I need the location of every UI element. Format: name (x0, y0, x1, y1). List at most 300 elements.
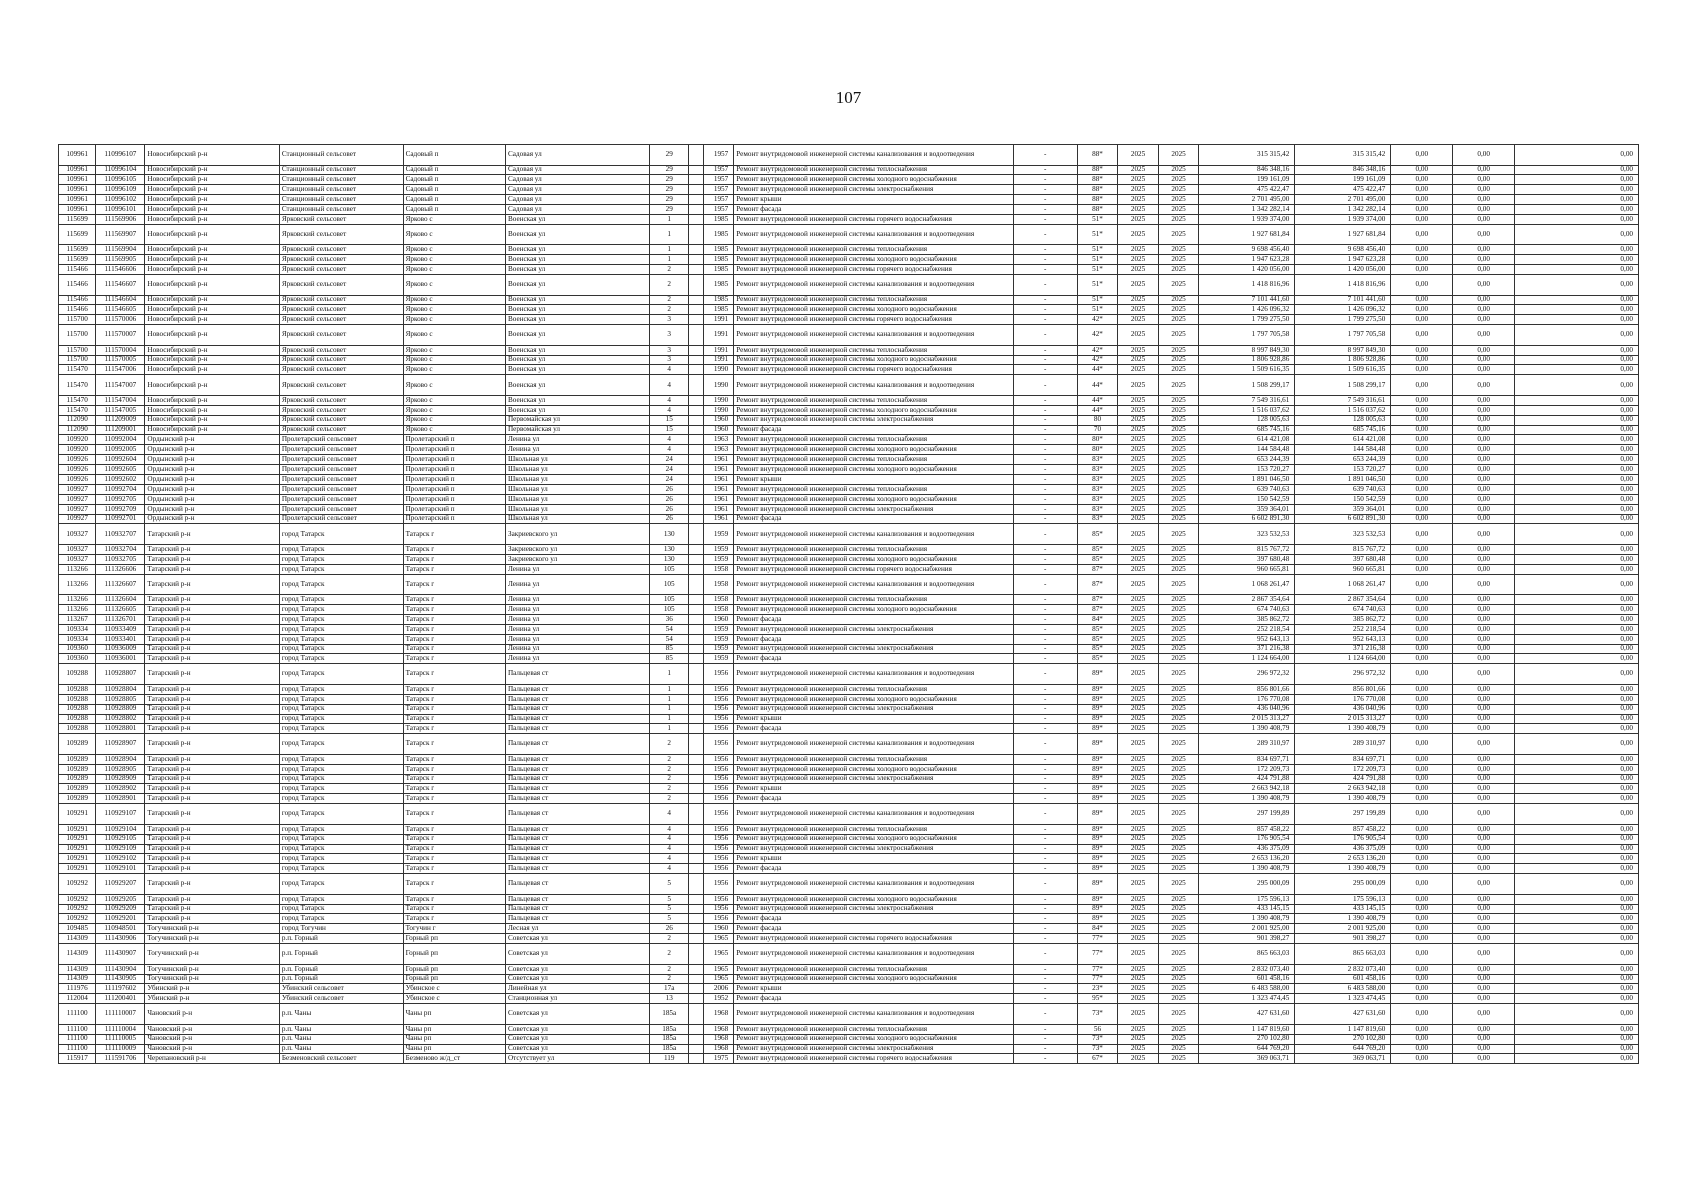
house-id-cell: 109288 (59, 664, 96, 685)
total-cost-cell: 639 740,63 (1199, 484, 1295, 494)
table-row (59, 395, 1639, 405)
end-year-cell: 2025 (1158, 295, 1199, 305)
house-id-cell: 109289 (59, 754, 96, 764)
municipality-cell: город Татарск (279, 784, 403, 794)
budget-cell-3: 0,00 (1515, 275, 1639, 296)
end-year-cell: 2025 (1158, 195, 1199, 205)
fund-cost-cell: 1 390 408,79 (1295, 914, 1391, 924)
district-cell: Новосибирский р-н (145, 365, 279, 375)
budget-cell-2: 0,00 (1453, 305, 1515, 315)
dash-cell: - (1013, 774, 1077, 784)
budget-cell-1: 0,00 (1391, 484, 1453, 494)
year-cell: 1956 (704, 704, 734, 714)
start-year-cell: 2025 (1118, 465, 1159, 475)
work-type-cell: Ремонт фасада (734, 654, 1014, 664)
house-number-cell: 85 (649, 644, 688, 654)
house-id-cell: 109927 (59, 514, 96, 524)
budget-cell-3: 0,00 (1515, 405, 1639, 415)
total-cost-cell: 1 390 408,79 (1199, 914, 1295, 924)
total-cost-cell: 952 643,13 (1199, 634, 1295, 644)
year-cell: 1952 (704, 994, 734, 1004)
building-cell (689, 644, 704, 654)
work-id-cell: 110928809 (96, 704, 145, 714)
work-type-cell: Ремонт внутридомовой инженерной системы теплоснабжения (734, 165, 1014, 175)
end-year-cell: 2025 (1158, 844, 1199, 854)
dash-cell: - (1013, 874, 1077, 895)
house-id-cell: 109291 (59, 844, 96, 854)
work-id-cell: 111570006 (96, 315, 145, 325)
table-row (59, 185, 1639, 195)
start-year-cell: 2025 (1118, 474, 1159, 484)
house-number-cell: 54 (649, 634, 688, 644)
work-type-cell: Ремонт внутридомовой инженерной системы канализования и водоотведения (734, 275, 1014, 296)
district-cell: Убинский р-н (145, 984, 279, 994)
table-row (59, 994, 1639, 1004)
budget-cell-1: 0,00 (1391, 1024, 1453, 1034)
total-cost-cell: 1 323 474,45 (1199, 994, 1295, 1004)
budget-cell-2: 0,00 (1453, 794, 1515, 804)
building-cell (689, 804, 704, 825)
table-row (59, 305, 1639, 315)
budget-cell-1: 0,00 (1391, 894, 1453, 904)
budget-cell-1: 0,00 (1391, 275, 1453, 296)
budget-cell-3: 0,00 (1515, 974, 1639, 984)
dash-cell: - (1013, 435, 1077, 445)
start-year-cell: 2025 (1118, 714, 1159, 724)
work-id-cell: 110996105 (96, 175, 145, 185)
dash-cell: - (1013, 455, 1077, 465)
house-id-cell: 109289 (59, 774, 96, 784)
settlement-cell: Ярково с (403, 405, 505, 415)
district-cell: Тогучинский р-н (145, 924, 279, 934)
fund-cost-cell: 2 701 495,00 (1295, 195, 1391, 205)
start-year-cell: 2025 (1118, 694, 1159, 704)
wear-cell: 83* (1077, 504, 1118, 514)
dash-cell: - (1013, 175, 1077, 185)
budget-cell-3: 0,00 (1515, 224, 1639, 245)
end-year-cell: 2025 (1158, 754, 1199, 764)
wear-cell: 89* (1077, 854, 1118, 864)
dash-cell: - (1013, 804, 1077, 825)
settlement-cell: Татарск г (403, 914, 505, 924)
total-cost-cell: 150 542,59 (1199, 494, 1295, 504)
street-cell: Пальцевая ст (505, 764, 649, 774)
table-row (59, 345, 1639, 355)
wear-cell: 85* (1077, 654, 1118, 664)
start-year-cell: 2025 (1118, 794, 1159, 804)
settlement-cell: Татарск г (403, 764, 505, 774)
district-cell: Новосибирский р-н (145, 265, 279, 275)
budget-cell-1: 0,00 (1391, 214, 1453, 224)
street-cell: Пальцевая ст (505, 904, 649, 914)
house-id-cell: 109927 (59, 504, 96, 514)
start-year-cell: 2025 (1118, 295, 1159, 305)
wear-cell: 56 (1077, 1024, 1118, 1034)
end-year-cell: 2025 (1158, 425, 1199, 435)
total-cost-cell: 1 947 623,28 (1199, 255, 1295, 265)
total-cost-cell: 1 939 374,00 (1199, 214, 1295, 224)
municipality-cell: Пролетарский сельсовет (279, 484, 403, 494)
wear-cell: 84* (1077, 924, 1118, 934)
year-cell: 1956 (704, 734, 734, 755)
house-number-cell: 26 (649, 924, 688, 934)
year-cell: 1961 (704, 465, 734, 475)
budget-cell-2: 0,00 (1453, 1034, 1515, 1044)
year-cell: 1956 (704, 824, 734, 834)
year-cell: 1990 (704, 365, 734, 375)
settlement-cell: Пролетарский п (403, 494, 505, 504)
table-row (59, 405, 1639, 415)
work-type-cell: Ремонт внутридомовой инженерной системы горячего водоснабжения (734, 564, 1014, 574)
total-cost-cell: 176 770,08 (1199, 694, 1295, 704)
wear-cell: 44* (1077, 395, 1118, 405)
building-cell (689, 395, 704, 405)
settlement-cell: Татарск г (403, 724, 505, 734)
building-cell (689, 435, 704, 445)
municipality-cell: город Татарск (279, 664, 403, 685)
budget-cell-2: 0,00 (1453, 694, 1515, 704)
fund-cost-cell: 2 832 073,40 (1295, 964, 1391, 974)
table-row (59, 734, 1639, 755)
table-row (59, 624, 1639, 634)
house-number-cell: 105 (649, 605, 688, 615)
house-id-cell: 109485 (59, 924, 96, 934)
total-cost-cell: 1 927 681,84 (1199, 224, 1295, 245)
year-cell: 1961 (704, 504, 734, 514)
district-cell: Ордынский р-н (145, 504, 279, 514)
budget-cell-2: 0,00 (1453, 435, 1515, 445)
dash-cell: - (1013, 734, 1077, 755)
house-id-cell: 112090 (59, 425, 96, 435)
work-id-cell: 111570007 (96, 325, 145, 346)
total-cost-cell: 385 862,72 (1199, 614, 1295, 624)
building-cell (689, 874, 704, 895)
start-year-cell: 2025 (1118, 445, 1159, 455)
house-id-cell: 115700 (59, 315, 96, 325)
municipality-cell: Ярковский сельсовет (279, 275, 403, 296)
table-row (59, 564, 1639, 574)
budget-cell-1: 0,00 (1391, 994, 1453, 1004)
total-cost-cell: 199 161,09 (1199, 175, 1295, 185)
house-number-cell: 185а (649, 1044, 688, 1054)
year-cell: 1968 (704, 1044, 734, 1054)
settlement-cell: Татарск г (403, 694, 505, 704)
municipality-cell: Пролетарский сельсовет (279, 455, 403, 465)
building-cell (689, 1054, 704, 1064)
wear-cell: 77* (1077, 934, 1118, 944)
year-cell: 1990 (704, 395, 734, 405)
house-id-cell: 115699 (59, 214, 96, 224)
budget-cell-2: 0,00 (1453, 824, 1515, 834)
house-number-cell: 24 (649, 455, 688, 465)
fund-cost-cell: 960 665,81 (1295, 564, 1391, 574)
building-cell (689, 564, 704, 574)
house-id-cell: 115699 (59, 224, 96, 245)
budget-cell-1: 0,00 (1391, 974, 1453, 984)
year-cell: 1968 (704, 1034, 734, 1044)
end-year-cell: 2025 (1158, 914, 1199, 924)
dash-cell: - (1013, 554, 1077, 564)
start-year-cell: 2025 (1118, 494, 1159, 504)
work-type-cell: Ремонт внутридомовой инженерной системы канализования и водоотведения (734, 804, 1014, 825)
total-cost-cell: 289 310,97 (1199, 734, 1295, 755)
district-cell: Татарский р-н (145, 914, 279, 924)
house-id-cell: 115699 (59, 245, 96, 255)
fund-cost-cell: 433 145,15 (1295, 904, 1391, 914)
settlement-cell: Ярково с (403, 415, 505, 425)
house-number-cell: 29 (649, 175, 688, 185)
end-year-cell: 2025 (1158, 315, 1199, 325)
budget-cell-2: 0,00 (1453, 185, 1515, 195)
building-cell (689, 864, 704, 874)
settlement-cell: Татарск г (403, 774, 505, 784)
table-row (59, 245, 1639, 255)
fund-cost-cell: 1 147 819,60 (1295, 1024, 1391, 1034)
work-id-cell: 111326607 (96, 574, 145, 595)
fund-cost-cell: 952 643,13 (1295, 634, 1391, 644)
year-cell: 1957 (704, 165, 734, 175)
work-id-cell: 110996109 (96, 185, 145, 195)
work-type-cell: Ремонт внутридомовой инженерной системы теплоснабжения (734, 684, 1014, 694)
municipality-cell: Пролетарский сельсовет (279, 514, 403, 524)
district-cell: Татарский р-н (145, 824, 279, 834)
building-cell (689, 165, 704, 175)
fund-cost-cell: 644 769,20 (1295, 1044, 1391, 1054)
work-type-cell: Ремонт внутридомовой инженерной системы теплоснабжения (734, 484, 1014, 494)
work-id-cell: 111547004 (96, 395, 145, 405)
municipality-cell: Ярковский сельсовет (279, 295, 403, 305)
work-id-cell: 111570005 (96, 355, 145, 365)
settlement-cell: Пролетарский п (403, 484, 505, 494)
street-cell: Военская ул (505, 275, 649, 296)
start-year-cell: 2025 (1118, 315, 1159, 325)
municipality-cell: Безменовский сельсовет (279, 1054, 403, 1064)
start-year-cell: 2025 (1118, 564, 1159, 574)
house-number-cell: 4 (649, 375, 688, 396)
fund-cost-cell: 295 000,09 (1295, 874, 1391, 895)
start-year-cell: 2025 (1118, 844, 1159, 854)
budget-cell-2: 0,00 (1453, 944, 1515, 965)
end-year-cell: 2025 (1158, 864, 1199, 874)
budget-cell-2: 0,00 (1453, 165, 1515, 175)
municipality-cell: Ярковский сельсовет (279, 255, 403, 265)
end-year-cell: 2025 (1158, 924, 1199, 934)
work-type-cell: Ремонт внутридомовой инженерной системы холодного водоснабжения (734, 494, 1014, 504)
municipality-cell: Ярковский сельсовет (279, 224, 403, 245)
table-row (59, 654, 1639, 664)
budget-cell-2: 0,00 (1453, 614, 1515, 624)
work-type-cell: Ремонт внутридомовой инженерной системы канализования и водоотведения (734, 1004, 1014, 1025)
budget-cell-3: 0,00 (1515, 355, 1639, 365)
budget-cell-3: 0,00 (1515, 1024, 1639, 1034)
wear-cell: 89* (1077, 734, 1118, 755)
budget-cell-3: 0,00 (1515, 824, 1639, 834)
dash-cell: - (1013, 654, 1077, 664)
work-type-cell: Ремонт фасада (734, 994, 1014, 1004)
building-cell (689, 834, 704, 844)
end-year-cell: 2025 (1158, 595, 1199, 605)
wear-cell: 85* (1077, 544, 1118, 554)
end-year-cell: 2025 (1158, 784, 1199, 794)
fund-cost-cell: 9 698 456,40 (1295, 245, 1391, 255)
budget-cell-3: 0,00 (1515, 854, 1639, 864)
total-cost-cell: 857 458,22 (1199, 824, 1295, 834)
wear-cell: 23* (1077, 984, 1118, 994)
table-row (59, 544, 1639, 554)
year-cell: 1959 (704, 634, 734, 644)
fund-cost-cell: 846 348,16 (1295, 165, 1391, 175)
wear-cell: 51* (1077, 265, 1118, 275)
district-cell: Чановский р-н (145, 1004, 279, 1025)
wear-cell: 44* (1077, 405, 1118, 415)
total-cost-cell: 1 420 056,00 (1199, 265, 1295, 275)
work-id-cell: 111326604 (96, 595, 145, 605)
settlement-cell: Татарск г (403, 554, 505, 564)
house-id-cell: 109292 (59, 874, 96, 895)
work-id-cell: 110936001 (96, 654, 145, 664)
street-cell: Советская ул (505, 944, 649, 965)
budget-cell-2: 0,00 (1453, 934, 1515, 944)
start-year-cell: 2025 (1118, 1044, 1159, 1054)
fund-cost-cell: 385 862,72 (1295, 614, 1391, 624)
table-row (59, 214, 1639, 224)
building-cell (689, 474, 704, 484)
dash-cell: - (1013, 764, 1077, 774)
house-id-cell: 109961 (59, 145, 96, 166)
total-cost-cell: 2 015 313,27 (1199, 714, 1295, 724)
fund-cost-cell: 1 806 928,86 (1295, 355, 1391, 365)
settlement-cell: Тогучин г (403, 924, 505, 934)
budget-cell-3: 0,00 (1515, 654, 1639, 664)
street-cell: Военская ул (505, 255, 649, 265)
budget-cell-3: 0,00 (1515, 904, 1639, 914)
dash-cell: - (1013, 465, 1077, 475)
start-year-cell: 2025 (1118, 894, 1159, 904)
dash-cell: - (1013, 984, 1077, 994)
year-cell: 1956 (704, 774, 734, 784)
house-number-cell: 2 (649, 305, 688, 315)
start-year-cell: 2025 (1118, 245, 1159, 255)
budget-cell-1: 0,00 (1391, 914, 1453, 924)
dash-cell: - (1013, 894, 1077, 904)
settlement-cell: Пролетарский п (403, 474, 505, 484)
municipality-cell: город Татарск (279, 844, 403, 854)
settlement-cell: Ярково с (403, 224, 505, 245)
building-cell (689, 1034, 704, 1044)
dash-cell: - (1013, 914, 1077, 924)
wear-cell: 89* (1077, 864, 1118, 874)
building-cell (689, 944, 704, 965)
work-id-cell: 110992704 (96, 484, 145, 494)
budget-cell-2: 0,00 (1453, 544, 1515, 554)
budget-cell-1: 0,00 (1391, 494, 1453, 504)
year-cell: 1965 (704, 934, 734, 944)
wear-cell: 89* (1077, 664, 1118, 685)
work-type-cell: Ремонт внутридомовой инженерной системы холодного водоснабжения (734, 255, 1014, 265)
start-year-cell: 2025 (1118, 644, 1159, 654)
house-id-cell: 114309 (59, 974, 96, 984)
fund-cost-cell: 289 310,97 (1295, 734, 1391, 755)
municipality-cell: город Татарск (279, 774, 403, 784)
building-cell (689, 605, 704, 615)
table-row (59, 844, 1639, 854)
budget-cell-3: 0,00 (1515, 784, 1639, 794)
work-type-cell: Ремонт фасада (734, 724, 1014, 734)
building-cell (689, 415, 704, 425)
budget-cell-1: 0,00 (1391, 774, 1453, 784)
wear-cell: 85* (1077, 554, 1118, 564)
wear-cell: 77* (1077, 974, 1118, 984)
dash-cell: - (1013, 834, 1077, 844)
dash-cell: - (1013, 315, 1077, 325)
fund-cost-cell: 270 102,80 (1295, 1034, 1391, 1044)
budget-cell-2: 0,00 (1453, 864, 1515, 874)
total-cost-cell: 653 244,39 (1199, 455, 1295, 465)
end-year-cell: 2025 (1158, 355, 1199, 365)
budget-cell-2: 0,00 (1453, 445, 1515, 455)
building-cell (689, 145, 704, 166)
house-number-cell: 4 (649, 405, 688, 415)
dash-cell: - (1013, 484, 1077, 494)
dash-cell: - (1013, 395, 1077, 405)
end-year-cell: 2025 (1158, 474, 1199, 484)
street-cell: Советская ул (505, 934, 649, 944)
district-cell: Новосибирский р-н (145, 175, 279, 185)
district-cell: Новосибирский р-н (145, 325, 279, 346)
settlement-cell: Садовый п (403, 175, 505, 185)
building-cell (689, 964, 704, 974)
wear-cell: 67* (1077, 1054, 1118, 1064)
street-cell: Ленина ул (505, 564, 649, 574)
budget-cell-3: 0,00 (1515, 844, 1639, 854)
dash-cell: - (1013, 355, 1077, 365)
settlement-cell: Татарск г (403, 714, 505, 724)
budget-cell-3: 0,00 (1515, 205, 1639, 215)
total-cost-cell: 475 422,47 (1199, 185, 1295, 195)
work-id-cell: 110948501 (96, 924, 145, 934)
dash-cell: - (1013, 694, 1077, 704)
house-id-cell: 115470 (59, 405, 96, 415)
municipality-cell: город Татарск (279, 714, 403, 724)
house-number-cell: 130 (649, 554, 688, 564)
house-number-cell: 130 (649, 524, 688, 545)
start-year-cell: 2025 (1118, 395, 1159, 405)
settlement-cell: Чаны рп (403, 1024, 505, 1034)
end-year-cell: 2025 (1158, 514, 1199, 524)
budget-cell-1: 0,00 (1391, 704, 1453, 714)
end-year-cell: 2025 (1158, 714, 1199, 724)
budget-cell-2: 0,00 (1453, 634, 1515, 644)
table-row (59, 864, 1639, 874)
wear-cell: 89* (1077, 874, 1118, 895)
total-cost-cell: 2 653 136,20 (1199, 854, 1295, 864)
settlement-cell: Ярково с (403, 325, 505, 346)
fund-cost-cell: 427 631,60 (1295, 1004, 1391, 1025)
street-cell: Пальцевая ст (505, 784, 649, 794)
settlement-cell: Татарск г (403, 574, 505, 595)
dash-cell: - (1013, 784, 1077, 794)
house-number-cell: 105 (649, 574, 688, 595)
budget-cell-3: 0,00 (1515, 644, 1639, 654)
budget-cell-3: 0,00 (1515, 425, 1639, 435)
year-cell: 1958 (704, 564, 734, 574)
budget-cell-3: 0,00 (1515, 445, 1639, 455)
budget-cell-1: 0,00 (1391, 964, 1453, 974)
street-cell: Советская ул (505, 1024, 649, 1034)
fund-cost-cell: 150 542,59 (1295, 494, 1391, 504)
street-cell: Школьная ул (505, 514, 649, 524)
table-row (59, 265, 1639, 275)
